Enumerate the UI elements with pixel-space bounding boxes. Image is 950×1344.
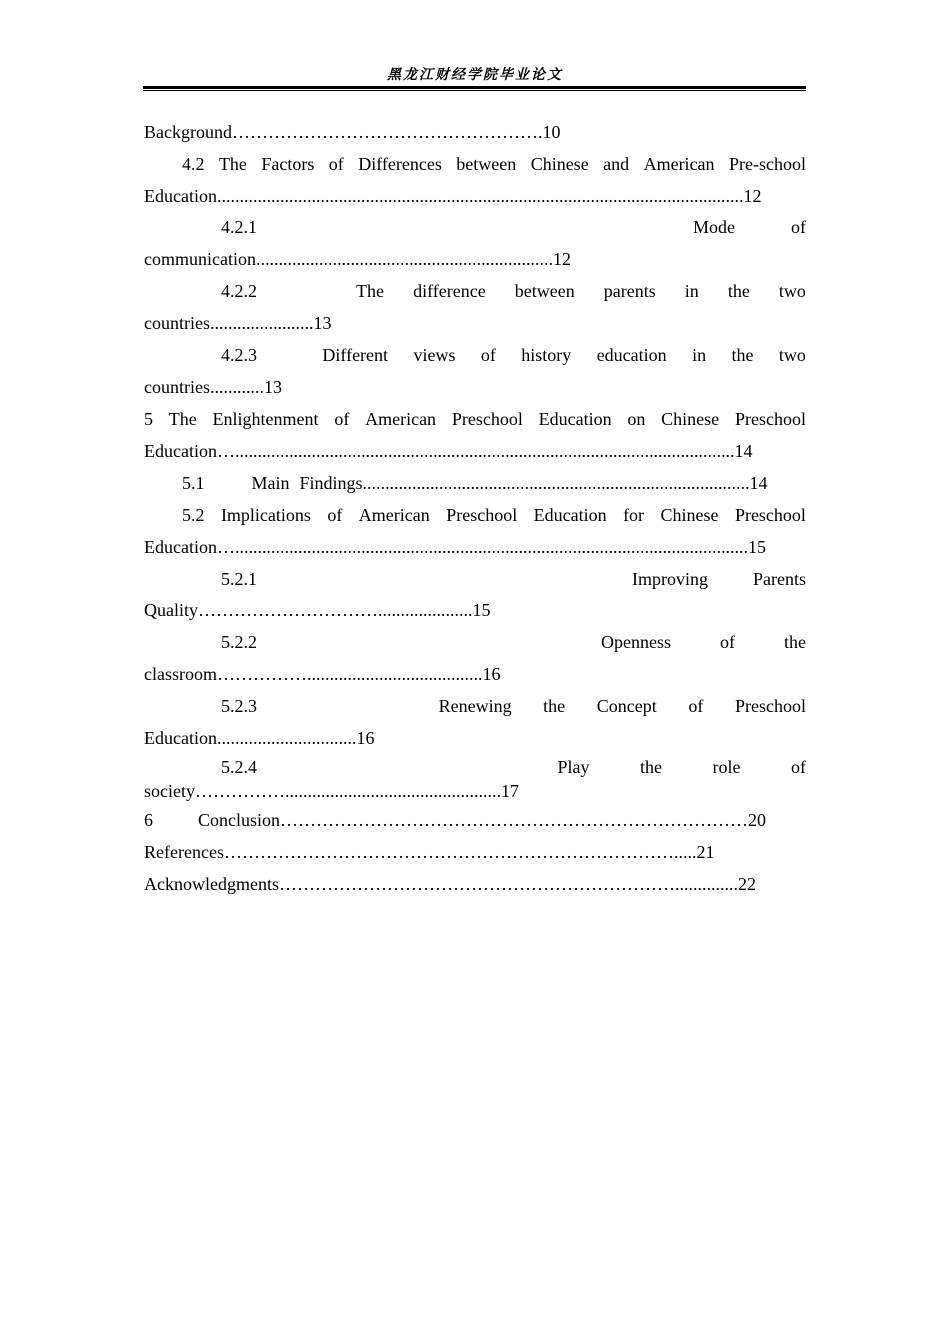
toc-entry-5-2-3[interactable]: 5.2.3 Renewing the Concept of Preschool bbox=[221, 696, 806, 716]
toc-entry-5-2-3-cont[interactable]: Education...............................16 bbox=[144, 728, 375, 748]
toc-entry-5[interactable]: 5 The Enlightenment of American Preschool Education on Chinese Preschool bbox=[144, 409, 806, 429]
toc-entry-5-cont[interactable]: Education…...............................................................................................................14 bbox=[144, 441, 753, 461]
toc-entry-4-2-1[interactable]: 4.2.1 Mode of bbox=[221, 217, 806, 237]
toc-entry-5-2-2-cont[interactable]: classroom…………….......................................16 bbox=[144, 664, 501, 684]
toc-entry-4-2-1-cont[interactable]: communication..................................................................12 bbox=[144, 249, 571, 269]
toc-entry-5-2-4[interactable]: 5.2.4 Play the role of bbox=[221, 757, 806, 777]
toc-entry-4-2[interactable]: 4.2 The Factors of Differences between Chinese and American Pre-school bbox=[182, 154, 806, 174]
toc-entry-background[interactable]: Background…………………………………………….10 bbox=[144, 122, 561, 142]
toc-entry-4-2-2-cont[interactable]: countries.......................13 bbox=[144, 313, 332, 333]
page-header-title: 黑龙江财经学院毕业论文 bbox=[387, 67, 563, 83]
toc-entry-5-2-1-cont[interactable]: Quality………………………….....................15 bbox=[144, 600, 491, 620]
toc-entry-5-2-2[interactable]: 5.2.2 Openness of the bbox=[221, 632, 806, 652]
toc-entry-4-2-2[interactable]: 4.2.2 The difference between parents in the two bbox=[221, 281, 806, 301]
toc-entry-6[interactable]: 6 Conclusion……………………………………………………………………20 bbox=[144, 810, 767, 830]
toc-entry-5-2-4-cont[interactable]: society……………................................................17 bbox=[144, 781, 519, 801]
toc-entry-acknowledgments[interactable]: Acknowledgments…………………………………………………………..............22 bbox=[144, 874, 756, 894]
toc-entry-5-1[interactable]: 5.1 Main Findings......................................................................................14 bbox=[182, 473, 768, 493]
toc-entry-4-2-3-cont[interactable]: countries............13 bbox=[144, 377, 282, 397]
toc-entry-references[interactable]: References………………………………………………………………….....21 bbox=[144, 842, 715, 862]
toc-entry-4-2-cont[interactable]: Education.....................................................................................................................12 bbox=[144, 186, 762, 206]
toc-entry-5-2[interactable]: 5.2 Implications of American Preschool Education for Chinese Preschool bbox=[182, 505, 806, 525]
toc-entry-5-2-cont[interactable]: Education…..................................................................................................................15 bbox=[144, 537, 766, 557]
toc-entry-4-2-3[interactable]: 4.2.3 Different views of history education in the two bbox=[221, 345, 806, 365]
toc-entry-5-2-1[interactable]: 5.2.1 Improving Parents bbox=[221, 569, 806, 589]
